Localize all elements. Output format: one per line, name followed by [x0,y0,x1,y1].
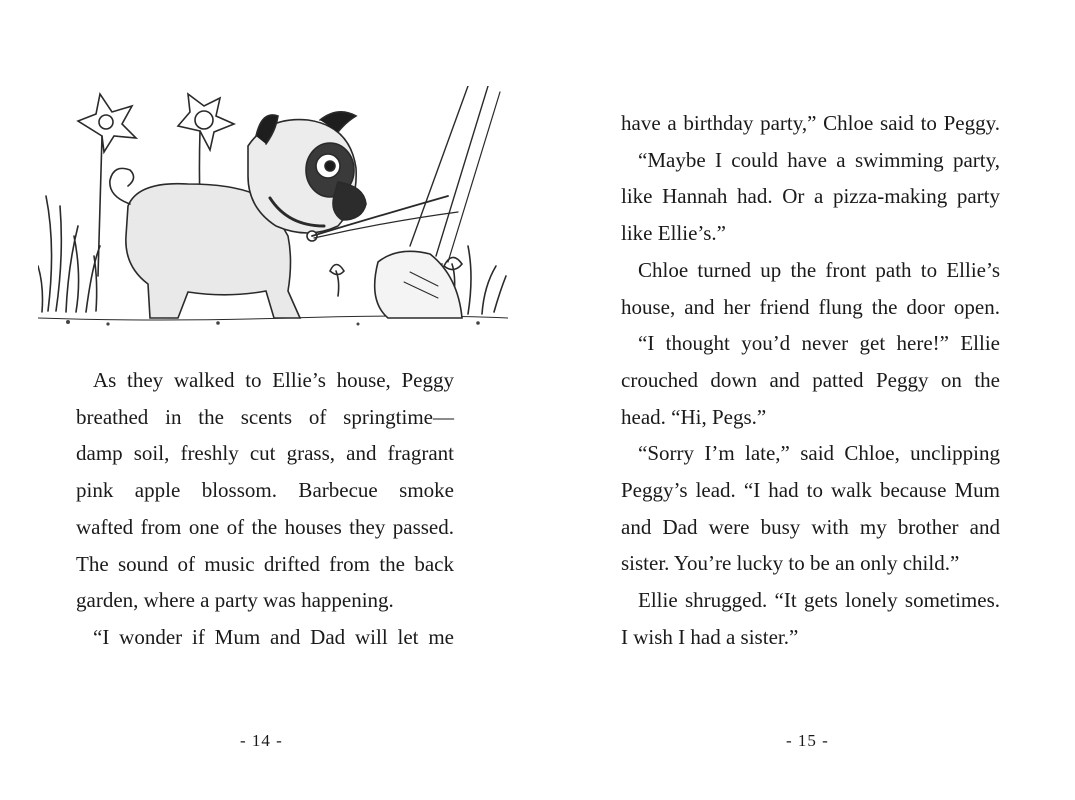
text-line: like Ellie’s.” [621,221,726,246]
page-number: - 15 - [786,731,829,750]
text-line: “Sorry I’m late,” said Chloe, unclipping [638,441,1000,466]
text-line: sister. You’re lucky to be an only child.” [621,551,960,576]
text-line: “I thought you’d never get here!” Ellie [638,331,1000,356]
right-page [537,0,1075,800]
text-line: As they walked to Ellie’s house, Peggy [93,368,454,392]
text-line: pink apple blossom. Barbecue smoke [76,478,454,503]
text-line: house, and her friend flung the door open. [621,294,1000,319]
left-page-text [76,362,454,656]
text-line: Chloe turned up the front path to Ellie’s [638,257,1000,282]
text-line: have a birthday party,” Chloe said to Peggy. [621,111,1000,135]
text-line: Peggy’s lead. “I had to walk because Mum [621,478,1000,503]
text-line: The sound of music drifted from the back [76,551,454,576]
text-line: “I wonder if Mum and Dad will let me [93,624,454,649]
right-page-text [621,105,1000,656]
text-line: I wish I had a sister.” [621,624,799,649]
text-line: wafted from one of the houses they passed. [76,514,454,539]
text-line: garden, where a party was happening. [76,588,394,613]
text-line: breathed in the scents of springtime— [76,404,454,429]
left-page [0,0,537,800]
pug-on-leash-illustration [38,86,508,338]
text-line: head. “Hi, Pegs.” [621,404,767,429]
page-number: - 14 - [240,731,283,750]
text-line: damp soil, freshly cut grass, and fragrant [76,441,454,466]
text-line: like Hannah had. Or a pizza-making party [621,184,1000,209]
text-line: crouched down and patted Peggy on the [621,367,1000,392]
text-line: “Maybe I could have a swimming party, [638,147,1000,172]
text-line: Ellie shrugged. “It gets lonely sometimes. [638,588,1000,613]
text-line: and Dad were busy with my brother and [621,514,1000,539]
